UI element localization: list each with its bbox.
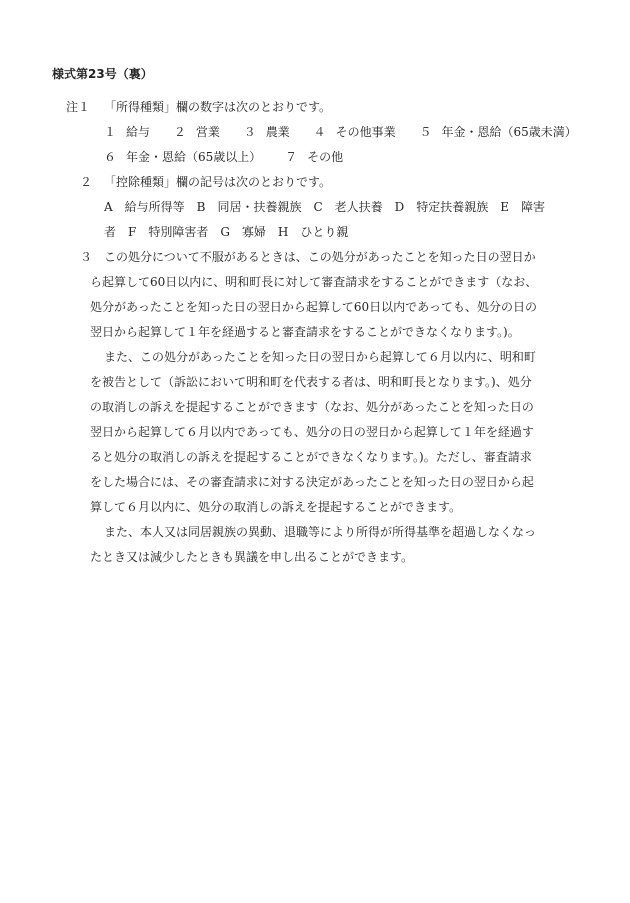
note-1-text: 「所得種類」欄の数字は次のとおりです。 <box>104 100 332 114</box>
form-title: 様式第23号（裏） <box>52 67 153 81</box>
note-3-line: たとき又は減少したときも異議を申し出ることができます。 <box>90 550 414 564</box>
note-3-line: の取消しの訴えを提起することができます（なお、処分があったことを知った日の <box>90 400 534 414</box>
note-3-line: ると処分の取消しの訴えを提起することができなくなります。)。ただし、審査請求 <box>90 450 532 464</box>
income-type-label: 年金・恩給（65歳未満） <box>441 125 577 139</box>
income-types-line-2 <box>104 149 343 165</box>
note-2-text: 「控除種類」欄の記号は次のとおりです。 <box>104 175 332 189</box>
income-types-line-1 <box>104 124 577 140</box>
income-type-label: 給与 <box>126 125 151 139</box>
income-type-num: ４ <box>313 125 326 139</box>
note-3-line: 翌日から起算して６月以内であっても、処分の日の翌日から起算して１年を経過す <box>90 425 534 439</box>
note-3-line: この処分について不服があるときは、この処分があったことを知った日の翌日か <box>104 250 536 264</box>
note-3-line: 翌日から起算して１年を経過すると審査請求をすることができなくなります。)。 <box>90 325 520 339</box>
income-type-num: ７ <box>285 150 298 164</box>
note-3-line: 処分があったことを知った日の翌日から起算して60日以内であっても、処分の日の <box>90 300 538 314</box>
income-type-num: １ <box>104 125 117 139</box>
deduction-types-line-1: A 給与所得等 B 同居・扶養親族 C 老人扶養 D 特定扶養親族 E 障害 <box>104 200 546 214</box>
note-3-line: 算して６月以内に、処分の取消しの訴えを提起することができます。 <box>90 500 462 514</box>
income-type-num: ６ <box>104 150 117 164</box>
income-type-label: 農業 <box>265 125 290 139</box>
note-3-line: をした場合には、その審査請求に対する決定があったことを知った日の翌日から起 <box>90 475 534 489</box>
note-3-line: ら起算して60日以内に、明和町長に対して審査請求をすることができます（なお、 <box>90 275 538 289</box>
income-type-num: ３ <box>243 125 256 139</box>
income-type-label: 年金・恩給（65歳以上） <box>126 150 262 164</box>
note-3-line: また、本人又は同居親族の異動、退職等により所得が所得基準を超過しなくなっ <box>104 525 537 539</box>
deduction-types-line-2: 者 F 特別障害者 G 寡婦 H ひとり親 <box>104 225 349 239</box>
note-1-label: 注１ <box>66 100 91 114</box>
note-3-line: を被告として（訴訟において明和町を代表する者は、明和町長となります。)、処分 <box>90 375 532 389</box>
income-type-num: ２ <box>173 125 186 139</box>
income-type-num: ５ <box>419 125 432 139</box>
income-type-label: その他事業 <box>335 125 396 139</box>
income-type-label: その他 <box>307 150 344 164</box>
note-3-line: また、この処分があったことを知った日の翌日から起算して６月以内に、明和町 <box>104 350 536 364</box>
note-2-label: ２ <box>80 175 93 189</box>
income-type-label: 営業 <box>195 125 220 139</box>
note-3-label: ３ <box>80 250 93 264</box>
